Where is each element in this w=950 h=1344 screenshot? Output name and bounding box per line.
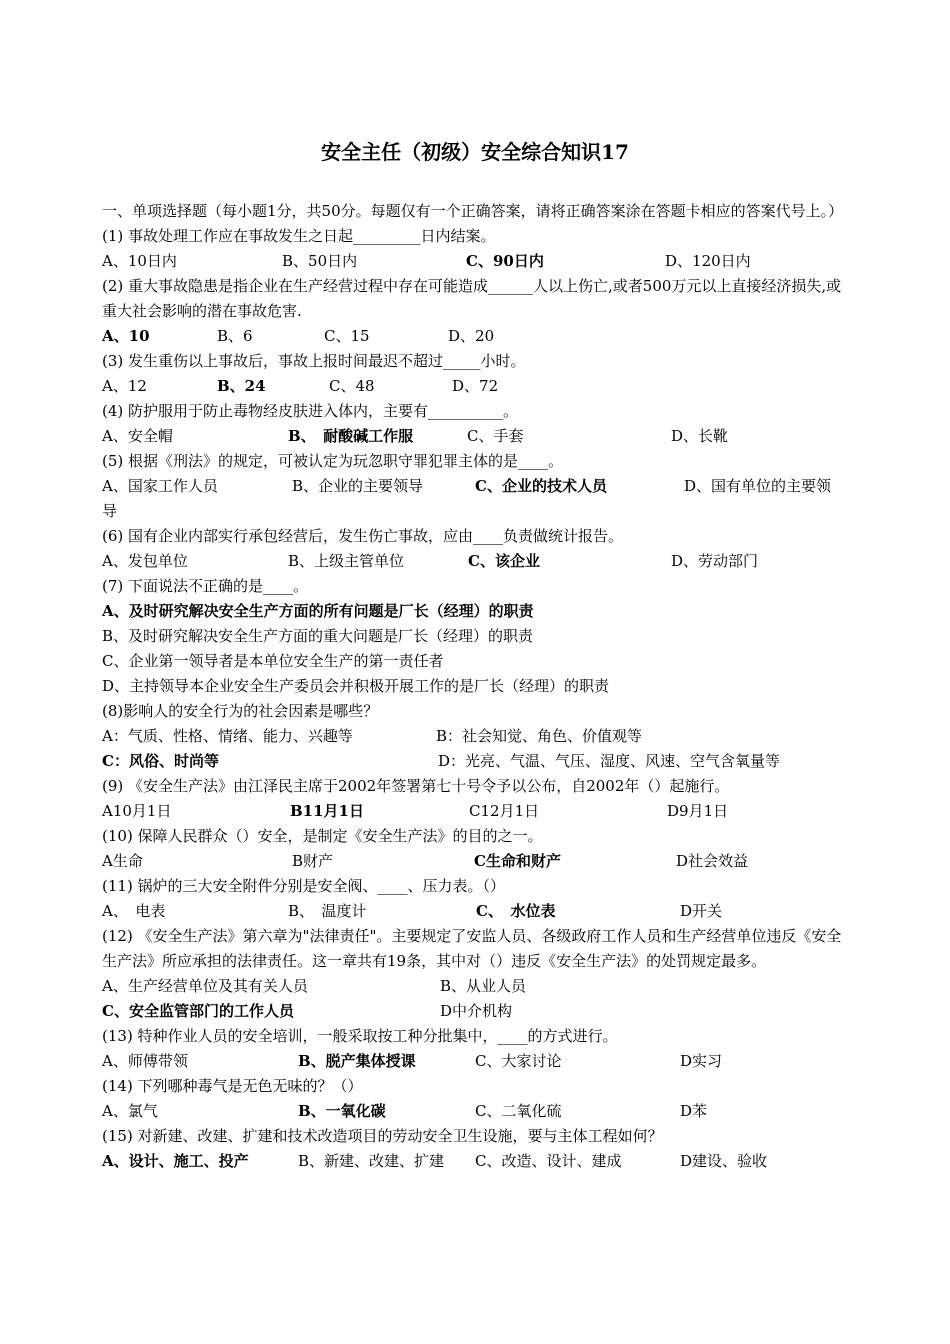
option-c-answer: C：风俗、时尚等 bbox=[102, 752, 219, 770]
option-c-answer: C、90日内 bbox=[466, 252, 544, 270]
question-15-options bbox=[102, 1149, 852, 1174]
option-a: A、安全帽 bbox=[102, 427, 173, 445]
question-10: (10) 保障人民群众（）安全，是制定《安全生产法》的目的之一。 bbox=[102, 827, 543, 845]
option-b: B、新建、改建、扩建 bbox=[298, 1152, 445, 1170]
option-b: B、及时研究解决安全生产方面的重大问题是厂长（经理）的职责 bbox=[102, 627, 534, 645]
question-11-options bbox=[102, 899, 852, 924]
question-4-options bbox=[102, 424, 852, 449]
question-13-options bbox=[102, 1049, 852, 1074]
option-b-answer: B11月1日 bbox=[290, 802, 364, 820]
option-d: D、主持领导本企业安全生产委员会并积极开展工作的是厂长（经理）的职责 bbox=[102, 677, 610, 695]
question-5: (5) 根据《刑法》的规定，可被认定为玩忽职守罪犯罪主体的是____。 bbox=[102, 452, 564, 470]
question-8: (8)影响人的安全行为的社会因素是哪些？ bbox=[102, 702, 379, 720]
option-a: A：气质、性格、情绪、能力、兴趣等 bbox=[102, 727, 353, 745]
option-a: A、发包单位 bbox=[102, 552, 188, 570]
question-6: (6) 国有企业内部实行承包经营后，发生伤亡事故，应由____负责做统计报告。 bbox=[102, 527, 624, 545]
question-6-options bbox=[102, 549, 852, 574]
option-c: C、15 bbox=[324, 327, 370, 345]
option-a: A、12 bbox=[102, 377, 147, 395]
option-d: D、国有单位的主要领 bbox=[684, 477, 832, 495]
option-b: B、企业的主要领导 bbox=[292, 477, 424, 495]
question-2: (2) 重大事故隐患是指企业在生产经营过程中存在可能造成______人以上伤亡,或者500万元以上直接经济损失,或重大社会影响的潜在事故危害. bbox=[102, 277, 842, 320]
option-d: D、20 bbox=[448, 327, 495, 345]
option-d-continuation: 导 bbox=[102, 502, 118, 520]
question-7: (7) 下面说法不正确的是____。 bbox=[102, 577, 309, 595]
option-a-answer: A、及时研究解决安全生产方面的所有问题是厂长（经理）的职责 bbox=[102, 602, 534, 620]
option-a: A、氯气 bbox=[102, 1102, 158, 1120]
option-b: B、50日内 bbox=[282, 252, 358, 270]
option-b-answer: B、一氧化碳 bbox=[298, 1102, 386, 1120]
section-intro: 一、单项选择题（每小题1分，共50分。每题仅有一个正确答案，请将正确答案涂在答题卡相应的答案代号上。） bbox=[102, 202, 844, 220]
option-c: C、企业第一领导者是本单位安全生产的第一责任者 bbox=[102, 652, 444, 670]
option-a: A、 电表 bbox=[102, 902, 166, 920]
question-2-options bbox=[102, 324, 852, 349]
option-a: A生命 bbox=[102, 852, 143, 870]
option-c: C、大家讨论 bbox=[475, 1052, 562, 1070]
option-c-answer: C、安全监管部门的工作人员 bbox=[102, 1002, 294, 1020]
option-b: B：社会知觉、角色、价值观等 bbox=[436, 727, 643, 745]
question-8-options-row2 bbox=[102, 749, 852, 774]
question-12: (12) 《安全生产法》第六章为"法律责任"。主要规定了安监人员、各级政府工作人员和生产经营单位违反《安全生产法》所应承担的法律责任。这一章共有19条，其中对（）违反《安全生产法》的处罚规定最多。 bbox=[102, 927, 842, 970]
option-c: C12月1日 bbox=[469, 802, 540, 820]
question-8-options-row1 bbox=[102, 724, 852, 749]
option-d: D建设、验收 bbox=[680, 1152, 768, 1170]
question-9-options bbox=[102, 799, 852, 824]
option-b-answer: B、脱产集体授课 bbox=[298, 1052, 416, 1070]
option-d: D苯 bbox=[680, 1102, 708, 1120]
option-d: D开关 bbox=[680, 902, 723, 920]
question-4: (4) 防护服用于防止毒物经皮肤进入体内，主要有__________。 bbox=[102, 402, 519, 420]
question-11: (11) 锅炉的三大安全附件分别是安全阀、____、压力表。（） bbox=[102, 877, 506, 895]
question-list bbox=[102, 199, 852, 1174]
option-a: A10月1日 bbox=[102, 802, 172, 820]
question-10-options bbox=[102, 849, 852, 874]
option-b: B、 温度计 bbox=[288, 902, 367, 920]
option-b: B、从业人员 bbox=[440, 977, 527, 995]
option-a-answer: A、设计、施工、投产 bbox=[102, 1152, 249, 1170]
option-d: D、劳动部门 bbox=[671, 552, 759, 570]
option-c-answer: C、 水位表 bbox=[476, 902, 556, 920]
option-d: D、长靴 bbox=[671, 427, 729, 445]
option-c-answer: C、该企业 bbox=[468, 552, 540, 570]
option-a-answer: A、10 bbox=[102, 327, 150, 345]
option-b-answer: B、 耐酸碱工作服 bbox=[288, 427, 414, 445]
option-c: C、手套 bbox=[467, 427, 524, 445]
option-b: B财产 bbox=[292, 852, 334, 870]
option-d: D实习 bbox=[680, 1052, 723, 1070]
option-b: B、6 bbox=[217, 327, 253, 345]
question-14-options bbox=[102, 1099, 852, 1124]
option-a: A、国家工作人员 bbox=[102, 477, 218, 495]
question-15: (15) 对新建、改建、扩建和技术改造项目的劳动安全卫生设施，要与主体工程如何？ bbox=[102, 1127, 663, 1145]
question-13: (13) 特种作业人员的安全培训，一般采取按工种分批集中，____的方式进行。 bbox=[102, 1027, 618, 1045]
question-1: (1) 事故处理工作应在事故发生之日起_________日内结案。 bbox=[102, 227, 496, 245]
option-b-answer: B、24 bbox=[217, 377, 266, 395]
option-a: A、师傅带领 bbox=[102, 1052, 188, 1070]
option-c-answer: C、企业的技术人员 bbox=[475, 477, 607, 495]
option-c: C、48 bbox=[329, 377, 375, 395]
option-a: A、10日内 bbox=[102, 252, 177, 270]
option-d: D9月1日 bbox=[667, 802, 729, 820]
option-d: D、72 bbox=[452, 377, 499, 395]
question-14: (14) 下列哪种毒气是无色无味的？（） bbox=[102, 1077, 363, 1095]
option-d: D社会效益 bbox=[676, 852, 749, 870]
document-title: 安全主任（初级）安全综合知识17 bbox=[321, 140, 629, 164]
option-b: B、上级主管单位 bbox=[288, 552, 405, 570]
question-12-options-row2 bbox=[102, 999, 852, 1024]
question-3: (3) 发生重伤以上事故后，事故上报时间最迟不超过_____小时。 bbox=[102, 352, 526, 370]
option-d: D：光亮、气温、气压、湿度、风速、空气含氧量等 bbox=[438, 752, 781, 770]
option-d: D中介机构 bbox=[440, 1002, 513, 1020]
option-d: D、120日内 bbox=[665, 252, 751, 270]
option-c-answer: C生命和财产 bbox=[474, 852, 561, 870]
question-9: (9) 《安全生产法》由江泽民主席于2002年签署第七十号令予以公布，自2002年（）起施行。 bbox=[102, 777, 730, 795]
question-1-options bbox=[102, 249, 852, 274]
option-c: C、二氧化硫 bbox=[475, 1102, 562, 1120]
question-12-options-row1 bbox=[102, 974, 852, 999]
question-3-options bbox=[102, 374, 852, 399]
option-a: A、生产经营单位及其有关人员 bbox=[102, 977, 308, 995]
question-5-options bbox=[102, 474, 852, 499]
option-c: C、改造、设计、建成 bbox=[475, 1152, 622, 1170]
